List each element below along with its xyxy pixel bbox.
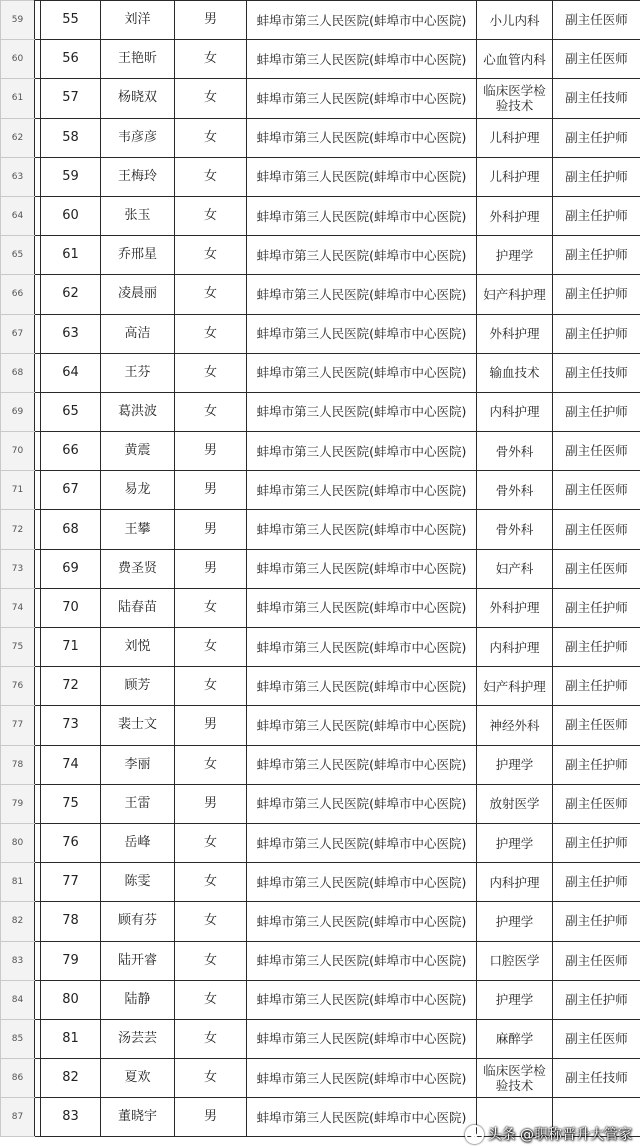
table-row (1, 1, 640, 40)
row-number-cell: 59 (1, 1, 35, 40)
table-row (1, 902, 640, 941)
serial-number-cell: 79 (41, 941, 101, 980)
department-cell: 骨外科 (477, 510, 553, 549)
department-cell: 儿科护理 (477, 157, 553, 196)
hospital-cell: 蚌埠市第三人民医院(蚌埠市中心医院) (247, 236, 477, 275)
check-circle-icon (465, 1125, 484, 1144)
title-cell: 副主任护师 (553, 863, 640, 902)
row-number-cell: 78 (1, 745, 35, 784)
name-cell: 刘悦 (101, 628, 175, 667)
hospital-cell: 蚌埠市第三人民医院(蚌埠市中心医院) (247, 863, 477, 902)
name-cell: 韦彦彦 (101, 118, 175, 157)
serial-number-cell: 75 (41, 784, 101, 823)
hospital-cell: 蚌埠市第三人民医院(蚌埠市中心医院) (247, 1059, 477, 1098)
hospital-cell: 蚌埠市第三人民医院(蚌埠市中心医院) (247, 902, 477, 941)
watermark (465, 1124, 632, 1144)
title-cell: 副主任护师 (553, 980, 640, 1019)
table-row (1, 275, 640, 314)
name-cell: 陆春苗 (101, 588, 175, 627)
name-cell: 费圣贤 (101, 549, 175, 588)
hospital-cell: 蚌埠市第三人民医院(蚌埠市中心医院) (247, 353, 477, 392)
row-number-cell: 60 (1, 40, 35, 79)
title-cell: 副主任医师 (553, 1, 640, 40)
sex-cell: 男 (175, 549, 247, 588)
serial-number-cell: 59 (41, 157, 101, 196)
serial-number-cell: 63 (41, 314, 101, 353)
row-number-cell: 80 (1, 823, 35, 862)
hospital-cell: 蚌埠市第三人民医院(蚌埠市中心医院) (247, 118, 477, 157)
table-row (1, 79, 640, 118)
name-cell: 易龙 (101, 471, 175, 510)
sex-cell: 女 (175, 118, 247, 157)
hospital-cell: 蚌埠市第三人民医院(蚌埠市中心医院) (247, 745, 477, 784)
hospital-cell: 蚌埠市第三人民医院(蚌埠市中心医院) (247, 1019, 477, 1058)
sex-cell: 女 (175, 667, 247, 706)
sex-cell: 男 (175, 706, 247, 745)
title-cell: 副主任医师 (553, 40, 640, 79)
row-number-cell: 75 (1, 628, 35, 667)
title-cell: 副主任医师 (553, 549, 640, 588)
sex-cell: 女 (175, 588, 247, 627)
name-cell: 刘洋 (101, 1, 175, 40)
title-cell: 副主任护师 (553, 902, 640, 941)
row-number-cell: 67 (1, 314, 35, 353)
sex-cell: 男 (175, 1, 247, 40)
table-row (1, 588, 640, 627)
serial-number-cell: 57 (41, 79, 101, 118)
title-cell: 副主任医师 (553, 432, 640, 471)
sex-cell: 男 (175, 432, 247, 471)
table-row (1, 392, 640, 431)
hospital-cell: 蚌埠市第三人民医院(蚌埠市中心医院) (247, 157, 477, 196)
title-cell: 副主任护师 (553, 236, 640, 275)
hospital-cell: 蚌埠市第三人民医院(蚌埠市中心医院) (247, 196, 477, 235)
row-number-cell: 77 (1, 706, 35, 745)
serial-number-cell: 81 (41, 1019, 101, 1058)
department-cell: 临床医学检验技术 (477, 1059, 553, 1098)
title-cell: 副主任医师 (553, 471, 640, 510)
serial-number-cell: 69 (41, 549, 101, 588)
table-row (1, 667, 640, 706)
serial-number-cell: 76 (41, 823, 101, 862)
hospital-cell: 蚌埠市第三人民医院(蚌埠市中心医院) (247, 941, 477, 980)
name-cell: 杨晓双 (101, 79, 175, 118)
row-number-cell: 62 (1, 118, 35, 157)
sex-cell: 女 (175, 275, 247, 314)
name-cell: 裴士文 (101, 706, 175, 745)
name-cell: 张玉 (101, 196, 175, 235)
title-cell: 副主任技师 (553, 1059, 640, 1098)
title-cell: 副主任护师 (553, 745, 640, 784)
name-cell: 夏欢 (101, 1059, 175, 1098)
serial-number-cell: 68 (41, 510, 101, 549)
title-cell: 副主任医师 (553, 510, 640, 549)
serial-number-cell: 55 (41, 1, 101, 40)
row-number-cell: 61 (1, 79, 35, 118)
row-number-cell: 76 (1, 667, 35, 706)
name-cell: 陈雯 (101, 863, 175, 902)
title-cell: 副主任护师 (553, 667, 640, 706)
table-row (1, 941, 640, 980)
table-row (1, 863, 640, 902)
serial-number-cell: 83 (41, 1098, 101, 1137)
sex-cell: 男 (175, 471, 247, 510)
name-cell: 李丽 (101, 745, 175, 784)
table-row (1, 745, 640, 784)
title-cell: 副主任医师 (553, 706, 640, 745)
serial-number-cell: 77 (41, 863, 101, 902)
row-number-cell: 70 (1, 432, 35, 471)
serial-number-cell: 61 (41, 236, 101, 275)
name-cell: 高洁 (101, 314, 175, 353)
row-number-cell: 85 (1, 1019, 35, 1058)
table-row (1, 823, 640, 862)
row-number-cell: 83 (1, 941, 35, 980)
department-cell: 输血技术 (477, 353, 553, 392)
table-row (1, 118, 640, 157)
name-cell: 王芬 (101, 353, 175, 392)
department-cell: 心血管内科 (477, 40, 553, 79)
table-row (1, 784, 640, 823)
row-number-cell: 79 (1, 784, 35, 823)
sex-cell: 男 (175, 784, 247, 823)
hospital-cell: 蚌埠市第三人民医院(蚌埠市中心医院) (247, 432, 477, 471)
name-cell: 陆开睿 (101, 941, 175, 980)
row-number-cell: 66 (1, 275, 35, 314)
title-cell: 副主任护师 (553, 314, 640, 353)
table-row (1, 706, 640, 745)
department-cell: 儿科护理 (477, 118, 553, 157)
hospital-cell: 蚌埠市第三人民医院(蚌埠市中心医院) (247, 706, 477, 745)
table-row (1, 196, 640, 235)
serial-number-cell: 73 (41, 706, 101, 745)
name-cell: 乔邢星 (101, 236, 175, 275)
name-cell: 岳峰 (101, 823, 175, 862)
sex-cell: 女 (175, 745, 247, 784)
title-cell: 副主任技师 (553, 353, 640, 392)
name-cell: 葛洪波 (101, 392, 175, 431)
serial-number-cell: 64 (41, 353, 101, 392)
sex-cell: 女 (175, 823, 247, 862)
sex-cell: 女 (175, 941, 247, 980)
title-cell: 副主任技师 (553, 79, 640, 118)
name-cell: 王雷 (101, 784, 175, 823)
name-cell: 陆静 (101, 980, 175, 1019)
sex-cell: 女 (175, 863, 247, 902)
department-cell: 护理学 (477, 745, 553, 784)
title-cell: 副主任护师 (553, 118, 640, 157)
sex-cell: 女 (175, 196, 247, 235)
sex-cell: 女 (175, 236, 247, 275)
table-row (1, 432, 640, 471)
hospital-cell: 蚌埠市第三人民医院(蚌埠市中心医院) (247, 628, 477, 667)
sex-cell: 女 (175, 314, 247, 353)
hospital-cell: 蚌埠市第三人民医院(蚌埠市中心医院) (247, 1098, 477, 1137)
department-cell: 神经外科 (477, 706, 553, 745)
serial-number-cell: 72 (41, 667, 101, 706)
department-cell: 麻醉学 (477, 1019, 553, 1058)
hospital-cell: 蚌埠市第三人民医院(蚌埠市中心医院) (247, 588, 477, 627)
department-cell: 护理学 (477, 902, 553, 941)
serial-number-cell: 78 (41, 902, 101, 941)
department-cell: 外科护理 (477, 588, 553, 627)
serial-number-cell: 70 (41, 588, 101, 627)
table-row (1, 980, 640, 1019)
department-cell: 临床医学检验技术 (477, 79, 553, 118)
table-row (1, 157, 640, 196)
department-cell: 护理学 (477, 823, 553, 862)
serial-number-cell: 71 (41, 628, 101, 667)
table-row (1, 353, 640, 392)
name-cell: 黄震 (101, 432, 175, 471)
row-number-cell: 86 (1, 1059, 35, 1098)
serial-number-cell: 56 (41, 40, 101, 79)
name-cell: 王梅玲 (101, 157, 175, 196)
table-row (1, 40, 640, 79)
row-number-cell: 82 (1, 902, 35, 941)
title-cell: 副主任医师 (553, 1019, 640, 1058)
department-cell: 骨外科 (477, 432, 553, 471)
serial-number-cell: 60 (41, 196, 101, 235)
department-cell: 口腔医学 (477, 941, 553, 980)
table-row (1, 1059, 640, 1098)
row-number-cell: 81 (1, 863, 35, 902)
serial-number-cell: 66 (41, 432, 101, 471)
department-cell: 护理学 (477, 980, 553, 1019)
row-number-cell: 73 (1, 549, 35, 588)
hospital-cell: 蚌埠市第三人民医院(蚌埠市中心医院) (247, 275, 477, 314)
title-cell: 副主任护师 (553, 196, 640, 235)
title-cell: 副主任护师 (553, 823, 640, 862)
name-cell: 王艳昕 (101, 40, 175, 79)
sex-cell: 男 (175, 1098, 247, 1137)
table-row (1, 1019, 640, 1058)
row-number-cell: 63 (1, 157, 35, 196)
title-cell: 副主任护师 (553, 157, 640, 196)
name-cell: 顾有芬 (101, 902, 175, 941)
serial-number-cell: 74 (41, 745, 101, 784)
table-row (1, 549, 640, 588)
serial-number-cell: 82 (41, 1059, 101, 1098)
department-cell: 护理学 (477, 236, 553, 275)
department-cell: 妇产科护理 (477, 275, 553, 314)
name-cell: 顾芳 (101, 667, 175, 706)
row-number-cell: 74 (1, 588, 35, 627)
row-number-cell: 72 (1, 510, 35, 549)
department-cell: 妇产科 (477, 549, 553, 588)
hospital-cell: 蚌埠市第三人民医院(蚌埠市中心医院) (247, 314, 477, 353)
title-cell: 副主任护师 (553, 588, 640, 627)
hospital-cell: 蚌埠市第三人民医院(蚌埠市中心医院) (247, 1, 477, 40)
department-cell: 放射医学 (477, 784, 553, 823)
sex-cell: 女 (175, 1019, 247, 1058)
hospital-cell: 蚌埠市第三人民医院(蚌埠市中心医院) (247, 40, 477, 79)
department-cell: 小儿内科 (477, 1, 553, 40)
table-row (1, 236, 640, 275)
table-row (1, 314, 640, 353)
title-cell: 副主任护师 (553, 628, 640, 667)
serial-number-cell: 58 (41, 118, 101, 157)
department-cell: 外科护理 (477, 314, 553, 353)
hospital-cell: 蚌埠市第三人民医院(蚌埠市中心医院) (247, 667, 477, 706)
title-cell: 副主任护师 (553, 392, 640, 431)
serial-number-cell: 62 (41, 275, 101, 314)
sex-cell: 女 (175, 980, 247, 1019)
name-cell: 董晓宇 (101, 1098, 175, 1137)
row-number-cell: 87 (1, 1098, 35, 1137)
hospital-cell: 蚌埠市第三人民医院(蚌埠市中心医院) (247, 79, 477, 118)
table-row (1, 510, 640, 549)
name-cell: 王攀 (101, 510, 175, 549)
sex-cell: 女 (175, 157, 247, 196)
department-cell: 内科护理 (477, 863, 553, 902)
hospital-cell: 蚌埠市第三人民医院(蚌埠市中心医院) (247, 471, 477, 510)
name-cell: 凌晨丽 (101, 275, 175, 314)
row-number-cell: 69 (1, 392, 35, 431)
title-cell: 副主任医师 (553, 784, 640, 823)
sex-cell: 男 (175, 510, 247, 549)
department-cell: 内科护理 (477, 392, 553, 431)
watermark-text: 头条 @职称晋升大管家 (487, 1127, 632, 1143)
row-number-cell: 71 (1, 471, 35, 510)
title-cell: 副主任医师 (553, 941, 640, 980)
sex-cell: 女 (175, 353, 247, 392)
row-number-cell: 84 (1, 980, 35, 1019)
table-row (1, 628, 640, 667)
row-number-cell: 68 (1, 353, 35, 392)
department-cell: 内科护理 (477, 628, 553, 667)
title-cell: 副主任护师 (553, 275, 640, 314)
table-body (1, 1, 640, 1137)
name-cell: 汤芸芸 (101, 1019, 175, 1058)
row-number-cell: 64 (1, 196, 35, 235)
sex-cell: 女 (175, 79, 247, 118)
serial-number-cell: 65 (41, 392, 101, 431)
sex-cell: 女 (175, 628, 247, 667)
department-cell: 外科护理 (477, 196, 553, 235)
hospital-cell: 蚌埠市第三人民医院(蚌埠市中心医院) (247, 980, 477, 1019)
serial-number-cell: 80 (41, 980, 101, 1019)
hospital-cell: 蚌埠市第三人民医院(蚌埠市中心医院) (247, 392, 477, 431)
row-number-cell: 65 (1, 236, 35, 275)
sex-cell: 女 (175, 1059, 247, 1098)
table-row (1, 471, 640, 510)
sex-cell: 女 (175, 40, 247, 79)
sex-cell: 女 (175, 392, 247, 431)
hospital-cell: 蚌埠市第三人民医院(蚌埠市中心医院) (247, 510, 477, 549)
department-cell: 妇产科护理 (477, 667, 553, 706)
department-cell: 骨外科 (477, 471, 553, 510)
hospital-cell: 蚌埠市第三人民医院(蚌埠市中心医院) (247, 823, 477, 862)
sex-cell: 女 (175, 902, 247, 941)
hospital-cell: 蚌埠市第三人民医院(蚌埠市中心医院) (247, 549, 477, 588)
hospital-cell: 蚌埠市第三人民医院(蚌埠市中心医院) (247, 784, 477, 823)
serial-number-cell: 67 (41, 471, 101, 510)
